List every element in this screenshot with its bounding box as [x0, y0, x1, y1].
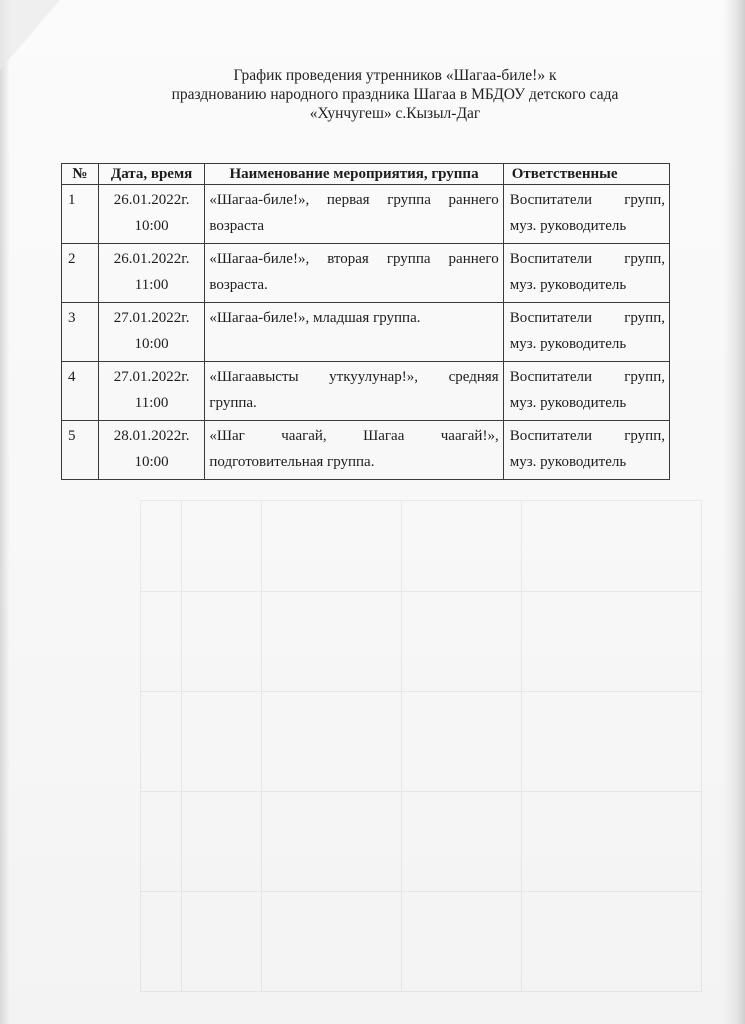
- row-date-time: [98, 303, 205, 362]
- row-date-time: [98, 185, 205, 244]
- row-responsible-line-1: Воспитатели групп,: [509, 310, 665, 326]
- row-date: 26.01.2022г.: [113, 251, 190, 267]
- header-number: №: [62, 164, 99, 185]
- row-time: 11:00: [134, 395, 169, 411]
- header-date-time: Дата, время: [98, 164, 205, 185]
- row-number: 3: [62, 303, 99, 362]
- row-event: [205, 185, 503, 244]
- row-responsible-line-1: Воспитатели групп,: [509, 369, 665, 385]
- row-number: 1: [62, 185, 99, 244]
- row-number: 5: [62, 421, 99, 480]
- row-responsible-line-2: муз. руководитель: [509, 454, 627, 470]
- row-responsible: [503, 185, 669, 244]
- row-event-line-1: «Шаг чаагай, Шагаа чаагай!»,: [209, 428, 499, 444]
- row-responsible-line-1: Воспитатели групп,: [509, 428, 665, 444]
- row-event-line-1: «Шагаавысты уткуулунар!», средняя: [209, 369, 499, 385]
- row-event-line-1: «Шагаа-биле!», первая группа раннего: [209, 192, 499, 208]
- scan-edge-left: [0, 0, 10, 1024]
- row-time: 11:00: [134, 277, 169, 293]
- title-line-3: «Хунчугеш» с.Кызыл-Даг: [309, 105, 481, 122]
- row-time: 10:00: [134, 336, 169, 352]
- row-date-time: [98, 244, 205, 303]
- row-responsible-line-2: муз. руководитель: [509, 395, 627, 411]
- row-responsible: [503, 303, 669, 362]
- row-event: [205, 421, 503, 480]
- row-event: [205, 244, 503, 303]
- table-row: [62, 362, 670, 421]
- header-event-group: Наименование мероприятия, группа: [205, 164, 503, 185]
- row-event-line-1: «Шагаа-биле!», вторая группа раннего: [209, 251, 499, 267]
- row-event-line-2: возраста: [209, 218, 265, 234]
- row-date: 28.01.2022г.: [113, 428, 190, 444]
- table-row: [62, 185, 670, 244]
- row-responsible-line-1: Воспитатели групп,: [509, 192, 665, 208]
- row-event: [205, 362, 503, 421]
- bleed-through-table: [140, 500, 702, 992]
- row-responsible: [503, 244, 669, 303]
- title-line-1: График проведения утренников «Шагаа-биле!» к: [233, 67, 557, 84]
- table-row: [62, 244, 670, 303]
- row-date: 27.01.2022г.: [113, 369, 190, 385]
- row-event: [205, 303, 503, 362]
- page-corner-fold: [0, 0, 60, 70]
- table-row: [62, 303, 670, 362]
- row-event-line-2: подготовительная группа.: [209, 454, 375, 470]
- row-date: 26.01.2022г.: [113, 192, 190, 208]
- row-event-line-1: «Шагаа-биле!», младшая группа.: [209, 310, 421, 326]
- row-time: 10:00: [134, 218, 169, 234]
- row-responsible: [503, 362, 669, 421]
- row-event-line-2: группа.: [209, 395, 257, 411]
- row-date: 27.01.2022г.: [113, 310, 190, 326]
- row-number: 2: [62, 244, 99, 303]
- row-date-time: [98, 421, 205, 480]
- table-row: [62, 421, 670, 480]
- row-responsible-line-2: муз. руководитель: [509, 277, 627, 293]
- row-responsible-line-1: Воспитатели групп,: [509, 251, 665, 267]
- table-header-row: [62, 164, 670, 185]
- row-time: 10:00: [134, 454, 169, 470]
- row-responsible-line-2: муз. руководитель: [509, 336, 627, 352]
- row-date-time: [98, 362, 205, 421]
- scan-edge-right: [723, 0, 745, 1024]
- row-responsible-line-2: муз. руководитель: [509, 218, 627, 234]
- header-responsible: Ответственные: [503, 164, 669, 185]
- document-title: [120, 66, 670, 123]
- row-responsible: [503, 421, 669, 480]
- title-line-2: празднованию народного праздника Шагаа в МБДОУ детского сада: [171, 86, 619, 103]
- schedule-table: [61, 163, 670, 480]
- row-number: 4: [62, 362, 99, 421]
- row-event-line-2: возраста.: [209, 277, 268, 293]
